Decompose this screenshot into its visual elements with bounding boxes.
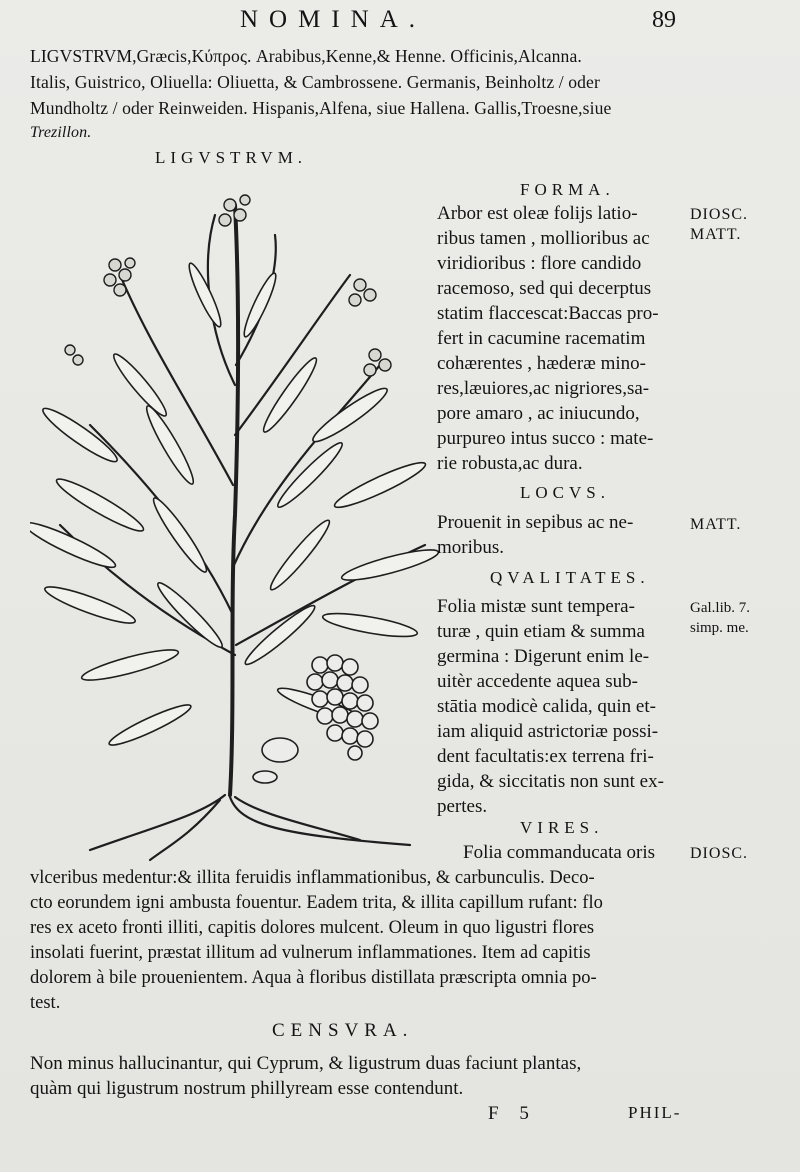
catchword: PHIL- bbox=[628, 1103, 682, 1122]
vires-heading: VIRES. bbox=[520, 818, 604, 837]
qualitates-line-9: pertes. bbox=[437, 796, 488, 817]
forma-line-5: statim flaccescat:Baccas pro- bbox=[437, 303, 659, 324]
locus-margin-note: MATT. bbox=[690, 516, 742, 533]
forma-line-6: fert in cacumine racematim bbox=[437, 328, 646, 349]
names-line-4: Trezillon. bbox=[30, 124, 92, 141]
forma-line-4: racemoso, sed qui decerptus bbox=[437, 278, 652, 299]
qualitates-line-5: stātia modicè calida, quin et- bbox=[437, 696, 656, 717]
locus-line-2: moribus. bbox=[437, 537, 505, 558]
plant-caption: LIGVSTRVM. bbox=[155, 148, 308, 167]
censura-line-1: Non minus hallucinantur, qui Cyprum, & ligustrum duas faciunt plantas, bbox=[30, 1053, 582, 1074]
names-line-3: Mundholtz / oder Reinweiden. Hispanis,Alfena, siue Hallena. Gallis,Troesne,siue bbox=[30, 98, 612, 118]
vires-first-line: Folia commanducata oris bbox=[463, 842, 656, 863]
forma-line-2: ribus tamen , mollioribus ac bbox=[437, 228, 650, 249]
forma-line-10: purpureo intus succo : mate- bbox=[437, 428, 654, 449]
qualitates-line-1: Folia mistæ sunt tempera- bbox=[437, 596, 635, 617]
qualitates-margin-note-1: Gal.lib. 7. bbox=[690, 600, 750, 616]
page-number: 89 bbox=[652, 7, 676, 33]
qualitates-line-7: dent facultatis:ex terrena fri- bbox=[437, 746, 654, 767]
vires-line-2: cto eorundem igni ambusta fouentur. Eadem trita, & illita capillum rufant: flo bbox=[30, 893, 603, 913]
forma-line-7: cohærentes , hæderæ mino- bbox=[437, 353, 646, 374]
forma-margin-note-1: DIOSC. bbox=[690, 206, 749, 223]
forma-line-8: res,læuiores,ac nigriores,sa- bbox=[437, 378, 650, 399]
forma-line-9: pore amaro , ac iniucundo, bbox=[437, 403, 640, 424]
qualitates-line-2: turæ , quin etiam & summa bbox=[437, 621, 645, 642]
ligustrum-woodcut-illustration bbox=[30, 185, 440, 865]
qualitates-line-6: iam aliquid astrictoriæ possi- bbox=[437, 721, 659, 742]
names-line-1: LIGVSTRVM,Græcis,Κύπρος. Arabibus,Kenne,& Henne. Officinis,Alcanna. bbox=[30, 46, 582, 66]
signature-mark: F 5 bbox=[488, 1103, 537, 1124]
vires-line-5: dolorem à bile prouenientem. Aqua à floribus distillata præscripta omnia po- bbox=[30, 968, 597, 988]
running-title: NOMINA. bbox=[240, 6, 427, 33]
locus-line-1: Prouenit in sepibus ac ne- bbox=[437, 512, 634, 533]
vires-margin-note: DIOSC. bbox=[690, 845, 749, 862]
qualitates-line-4: uitèr accedente aquea sub- bbox=[437, 671, 638, 692]
vires-line-4: insolati fuerint, præstat illitum ad vulnerum inflammationes. Item ad capitis bbox=[30, 943, 591, 963]
vires-line-6: test. bbox=[30, 993, 61, 1013]
locus-heading: LOCVS. bbox=[520, 483, 610, 502]
names-line-2: Italis, Guistrico, Oliuella: Oliuetta, & Cambrossene. Germanis, Beinholtz / oder bbox=[30, 72, 600, 92]
forma-line-11: rie robusta,ac dura. bbox=[437, 453, 583, 474]
vires-line-1: vlceribus medentur:& illita feruidis inflammationibus, & carbunculis. Deco- bbox=[30, 868, 595, 888]
forma-line-3: viridioribus : flore candido bbox=[437, 253, 642, 274]
censura-line-2: quàm qui ligustrum nostrum phillyream esse contendunt. bbox=[30, 1078, 464, 1099]
forma-margin-note-2: MATT. bbox=[690, 226, 742, 243]
vires-line-3: res ex aceto fronti illiti, capitis dolores mulcent. Oleum in quo ligustri flores bbox=[30, 918, 595, 938]
forma-heading: FORMA. bbox=[520, 180, 615, 199]
censura-heading: CENSVRA. bbox=[272, 1020, 414, 1041]
qualitates-margin-note-2: simp. me. bbox=[690, 620, 749, 636]
qualitates-heading: QVALITATES. bbox=[490, 568, 650, 587]
forma-line-1: Arbor est oleæ folijs latio- bbox=[437, 203, 638, 224]
qualitates-line-3: germina : Digerunt enim le- bbox=[437, 646, 650, 667]
qualitates-line-8: gida, & siccitatis non sunt ex- bbox=[437, 771, 664, 792]
